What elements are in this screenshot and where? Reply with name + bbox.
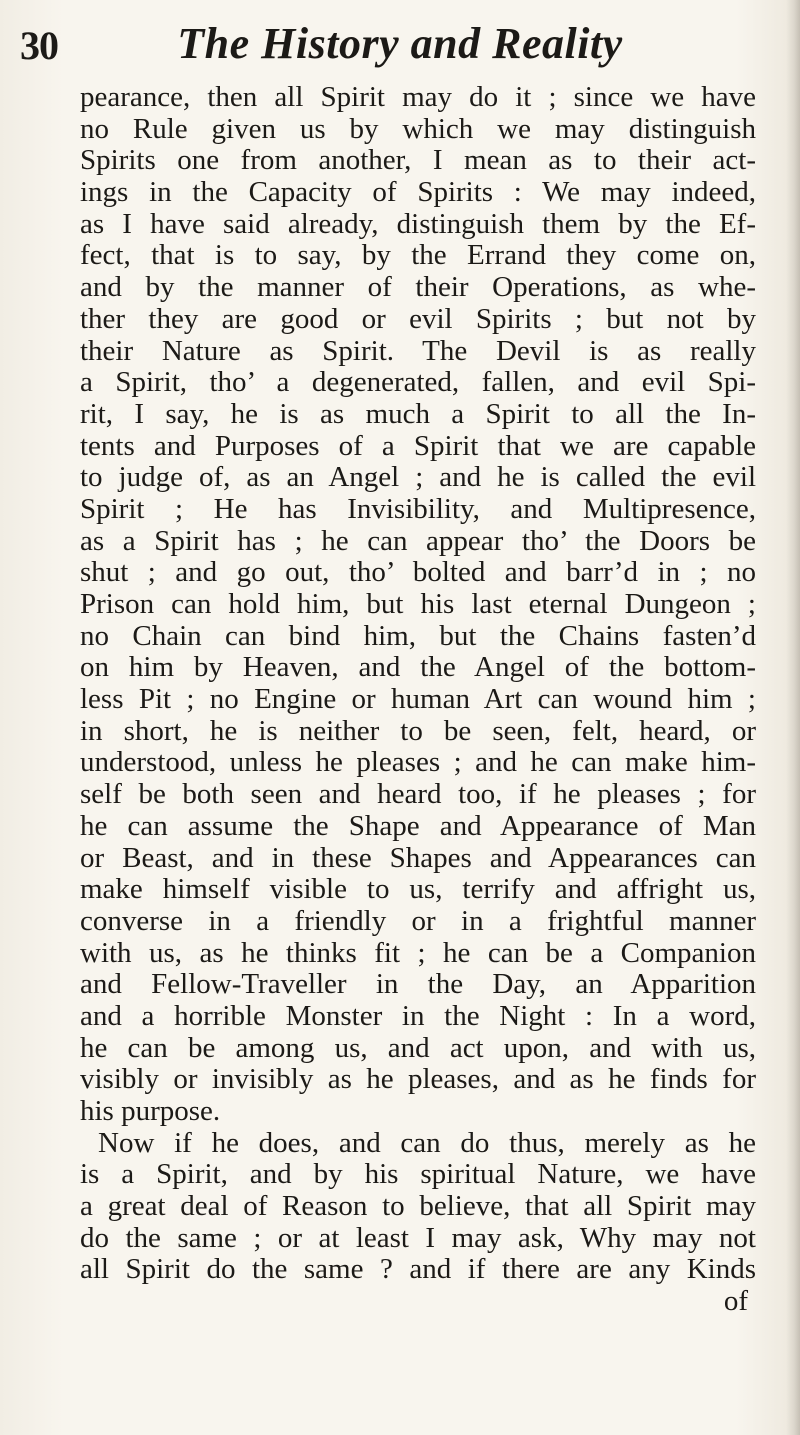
text-line: pearance, then all Spirit may do it ; since we have: [80, 81, 756, 113]
body-text: [80, 82, 756, 1318]
text-line: fect, that is to say, by the Errand they come on,: [80, 239, 756, 272]
page-header: [0, 14, 800, 74]
text-line: no Chain can bind him, but the Chains fasten’d: [80, 619, 756, 652]
text-line: understood, unless he pleases ; and he can make him-: [80, 746, 756, 779]
page-number: 30: [20, 23, 58, 68]
text-line: converse in a friendly or in a frightful manner: [80, 904, 756, 937]
text-line: tents and Purposes of a Spirit that we are capable: [80, 429, 756, 462]
text-line: Prison can hold him, but his last eternal Dungeon ;: [80, 588, 756, 620]
page-edge-shadow: [786, 0, 800, 1435]
text-line: he can be among us, and act upon, and with us,: [80, 1031, 756, 1064]
text-line: or Beast, and in these Shapes and Appearances can: [80, 841, 756, 874]
text-line: ings in the Capacity of Spirits : We may indeed,: [80, 176, 756, 209]
text-line: in short, he is neither to be seen, felt, heard, or: [80, 714, 756, 747]
running-head: The History and Reality: [177, 19, 623, 68]
text-line: with us, as he thinks fit ; he can be a Companion: [80, 936, 756, 969]
text-line: self be both seen and heard too, if he pleases ; for: [80, 778, 756, 811]
text-line: his purpose.: [80, 1095, 221, 1127]
text-line: he can assume the Shape and Appearance of Man: [80, 809, 756, 842]
text-line: do the same ; or at least I may ask, Why may not: [80, 1221, 756, 1254]
text-line: and Fellow-Traveller in the Day, an Apparition: [80, 968, 756, 1001]
text-line: a Spirit, tho’ a degenerated, fallen, and evil Spi-: [80, 366, 756, 399]
text-line: shut ; and go out, tho’ bolted and barr’d in ; no: [80, 556, 756, 589]
text-line: visibly or invisibly as he pleases, and as he finds for: [80, 1063, 756, 1096]
text-line: less Pit ; no Engine or human Art can wound him ;: [80, 683, 756, 716]
text-line: Spirit ; He has Invisibility, and Multipresence,: [80, 492, 756, 525]
text-line: Spirits one from another, I mean as to their act-: [80, 144, 756, 177]
text-line: rit, I say, he is as much a Spirit to all the In-: [80, 397, 756, 430]
text-line: to judge of, as an Angel ; and he is called the evil: [80, 461, 756, 494]
text-line: as a Spirit has ; he can appear tho’ the Doors be: [80, 524, 756, 557]
text-line: as I have said already, distinguish them by the Ef-: [80, 207, 756, 240]
catchword: of: [723, 1285, 748, 1318]
text-line: is a Spirit, and by his spiritual Nature, we have: [80, 1158, 756, 1191]
text-line: make himself visible to us, terrify and affright us,: [80, 873, 756, 906]
text-line: on him by Heaven, and the Angel of the bottom-: [80, 651, 756, 684]
text-line: a great deal of Reason to believe, that all Spirit may: [80, 1190, 756, 1223]
text-line: their Nature as Spirit. The Devil is as really: [80, 334, 756, 367]
text-line: no Rule given us by which we may distinguish: [80, 112, 756, 145]
text-line: all Spirit do the same ? and if there are any Kinds: [80, 1253, 756, 1286]
text-line: and by the manner of their Operations, as whe-: [80, 271, 756, 304]
text-line: Now if he does, and can do thus, merely as he: [98, 1126, 756, 1159]
text-line: ther they are good or evil Spirits ; but not by: [80, 302, 756, 335]
text-line: and a horrible Monster in the Night : In a word,: [80, 999, 756, 1032]
